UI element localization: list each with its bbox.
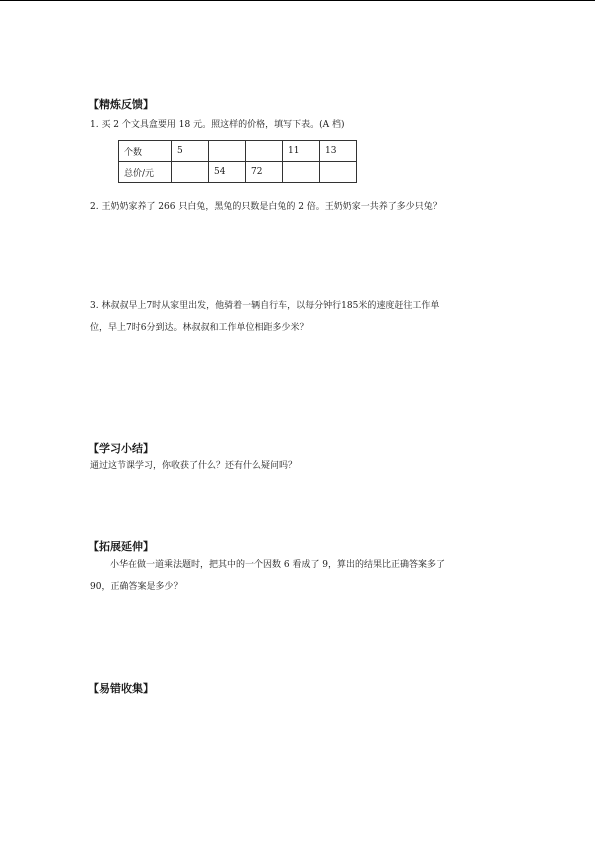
table-cell: 11 [283,141,320,162]
table-cell: 72 [246,162,283,183]
extension-line-1: 小华在做一道乘法题时，把其中的一个因数 6 看成了 9，算出的结果比正确答案多了 [110,560,446,570]
top-border-line [0,0,595,1]
heading-study-summary: 【学习小结】 [88,442,154,455]
table-cell: 13 [320,141,357,162]
question-3-line-2: 位，早上7时6分到达。林叔叔和工作单位相距多少米？ [90,323,309,333]
table-cell [246,141,283,162]
table-cell: 54 [209,162,246,183]
price-table [118,140,357,183]
table-cell [283,162,320,183]
table-cell: 总价/元 [119,162,172,183]
question-1-text: 1. 买 2 个文具盒要用 18 元。照这样的价格，填写下表。(A 档) [90,120,345,130]
table-cell: 个数 [119,141,172,162]
table-row-count [119,141,357,162]
heading-extension: 【拓展延伸】 [88,540,154,553]
heading-practice-feedback: 【精炼反馈】 [88,98,154,111]
extension-line-2: 90，正确答案是多少？ [90,582,183,592]
table-cell [209,141,246,162]
table-cell [172,162,209,183]
question-2-text: 2. 王奶奶家养了 266 只白兔，黑兔的只数是白兔的 2 倍。王奶奶家一共养了多少只兔？ [90,202,442,212]
table-cell [320,162,357,183]
table-cell: 5 [172,141,209,162]
summary-text: 通过这节课学习，你收获了什么？还有什么疑问吗？ [90,461,298,471]
question-3-line-1: 3. 林叔叔早上7时从家里出发，他骑着一辆自行车，以每分钟行185米的速度赶往工作单 [90,301,440,311]
heading-mistake-collection: 【易错收集】 [88,682,154,695]
table-row-total-price [119,162,357,183]
